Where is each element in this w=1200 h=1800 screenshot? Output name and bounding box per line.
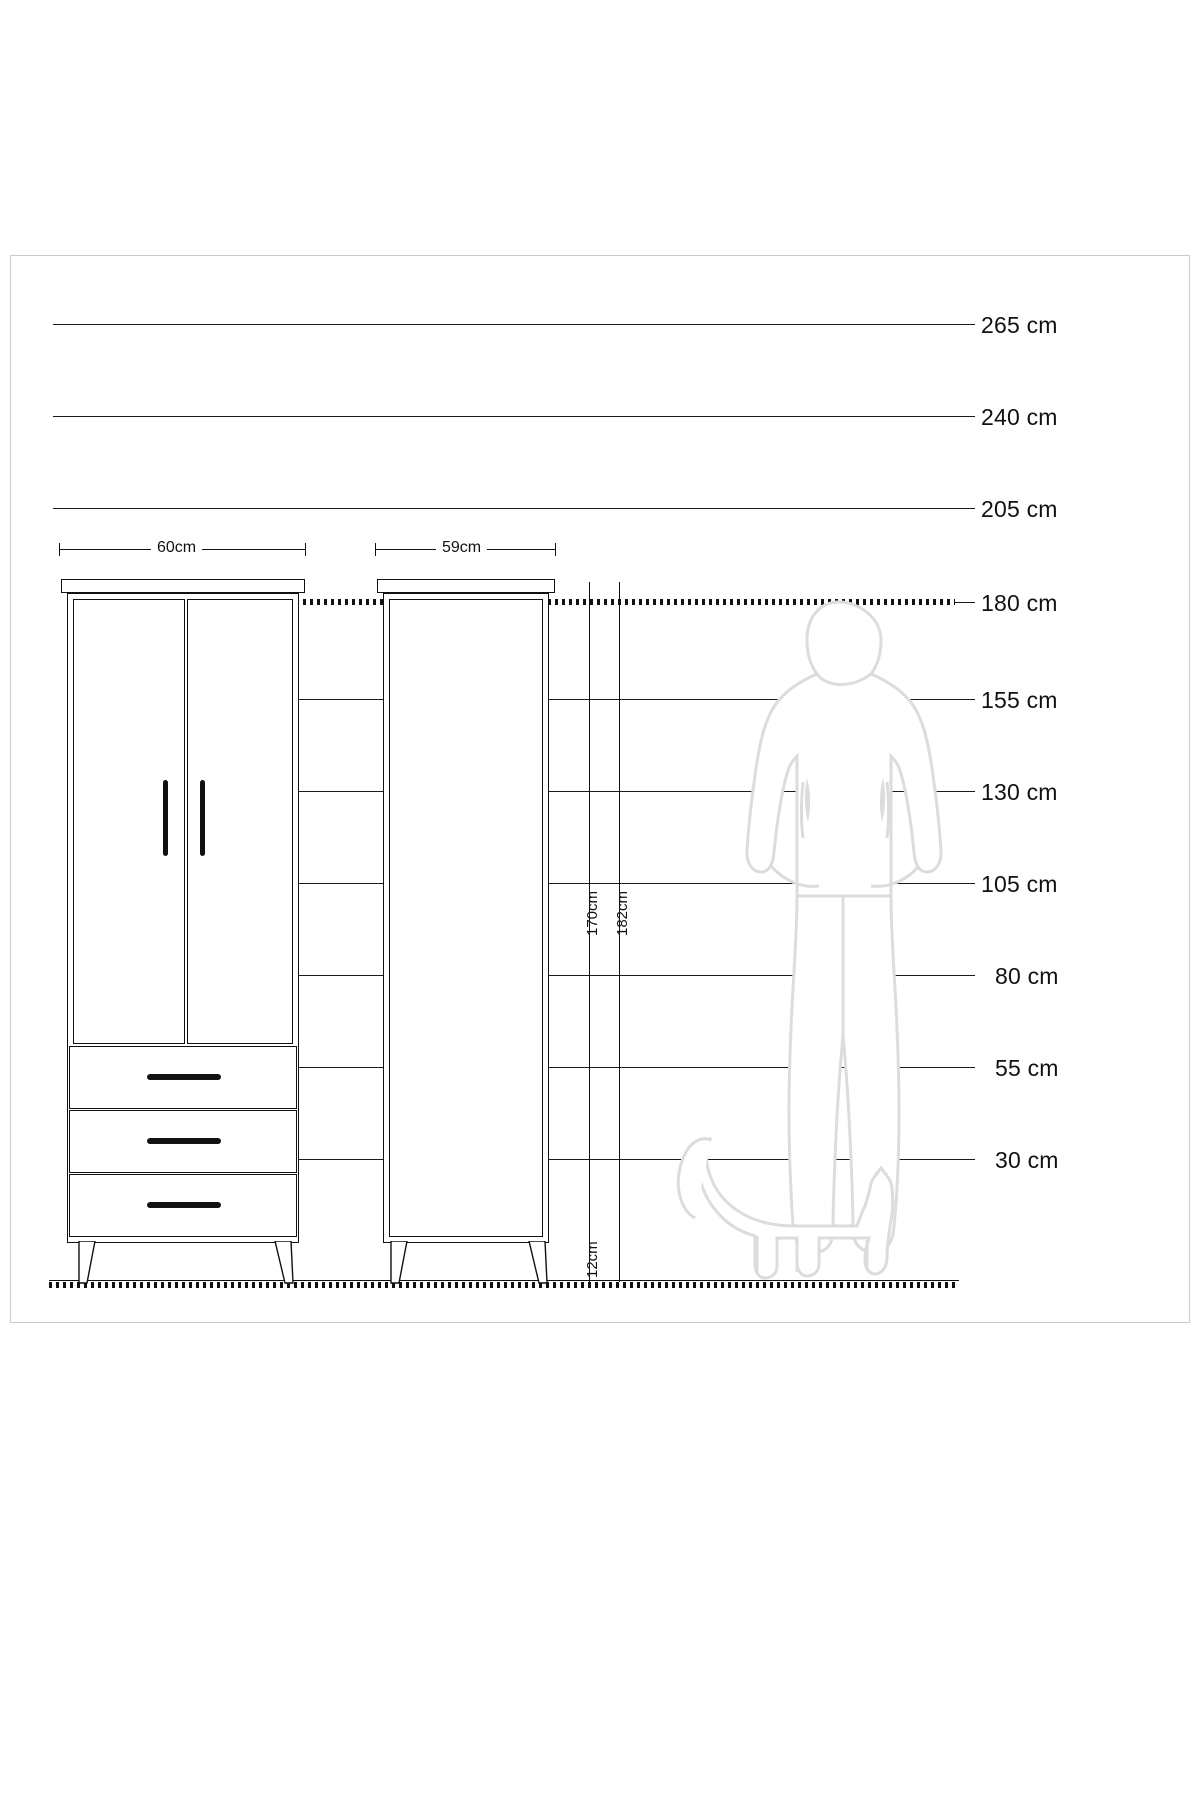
wardrobe-drawer-handle-1[interactable]: [147, 1074, 221, 1080]
wardrobe-door-handle-right[interactable]: [200, 780, 205, 856]
scale-label-130: 130 cm: [981, 779, 1058, 805]
scale-label-30: 30 cm: [995, 1147, 1059, 1173]
scale-label-240: 240 cm: [981, 404, 1058, 430]
height-dimension-label-182: 182cm: [614, 890, 631, 936]
scale-label-105: 105 cm: [981, 871, 1058, 897]
scale-tick-205: [955, 508, 975, 509]
width-dimension-cap-left-59: [375, 543, 376, 556]
width-dimension-cap-right-60: [305, 543, 306, 556]
height-dimension-label-12: 12cm: [584, 1241, 601, 1278]
scale-rule-265: [53, 324, 955, 325]
scale-label-155: 155 cm: [981, 687, 1058, 713]
scale-label-80: 80 cm: [995, 963, 1059, 989]
scale-label-180: 180 cm: [981, 590, 1058, 616]
scale-label-205: 205 cm: [981, 496, 1058, 522]
wardrobe-drawer-handle-3[interactable]: [147, 1202, 221, 1208]
width-dimension-label-60: 60cm: [151, 539, 202, 557]
cabinet-legs: [377, 1241, 562, 1286]
scale-rule-205: [53, 508, 955, 509]
cabinet-top-panel: [377, 579, 555, 593]
cat-silhouette: [671, 1128, 921, 1286]
width-dimension-label-59: 59cm: [436, 539, 487, 557]
scale-rule-240: [53, 416, 955, 417]
scale-tick-240: [955, 416, 975, 417]
cabinet-door[interactable]: [389, 599, 543, 1237]
width-dimension-cap-right-59: [555, 543, 556, 556]
width-dimension-cap-left-60: [59, 543, 60, 556]
scale-label-55: 55 cm: [995, 1055, 1059, 1081]
height-dimension-label-170: 170cm: [584, 890, 601, 936]
wardrobe-door-left[interactable]: [73, 599, 185, 1044]
wardrobe-door-handle-left[interactable]: [163, 780, 168, 856]
scale-tick-265: [955, 324, 975, 325]
wardrobe-top-panel: [61, 579, 305, 593]
scale-label-265: 265 cm: [981, 312, 1058, 338]
wardrobe-drawer-handle-2[interactable]: [147, 1138, 221, 1144]
wardrobe-legs: [61, 1241, 311, 1286]
diagram-frame: [10, 255, 1190, 1323]
